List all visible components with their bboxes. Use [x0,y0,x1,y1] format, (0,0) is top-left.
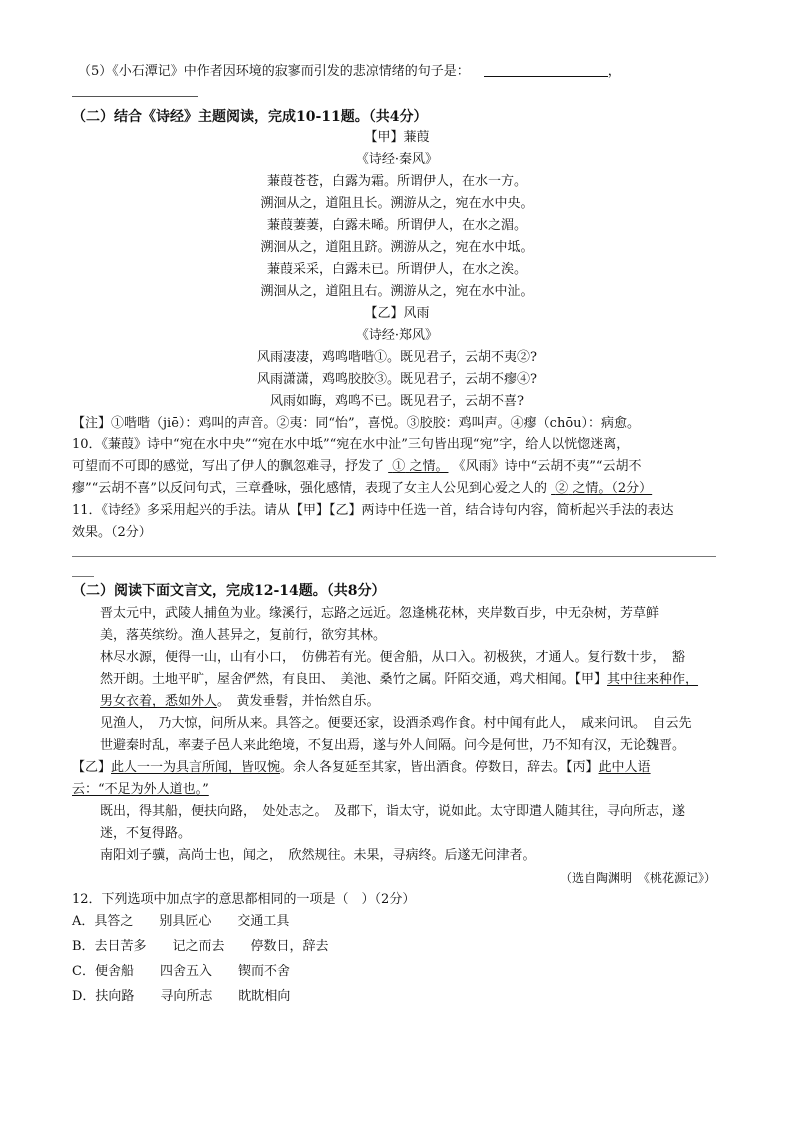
prose-p2-line: 林尽水源，便得一山，山有小口， 仿佛若有光。便舍船，从口入。初极狭，才通人。复行数十步， 豁 [100,650,686,665]
prose-section-heading: （二）阅读下面文言文，完成12-14题。（共8分） [72,583,386,599]
poem-jia-line: 溯洄从之，道阻且跻。溯游从之，宛在水中坻。 [260,240,534,255]
prose-p4-line: 迷，不复得路。 [100,826,192,841]
q10-line-1: 10．《蒹葭》诗中“宛在水中央”“宛在水中坻”“宛在水中沚”三句皆出现“宛”字，给人以恍惚迷离， [72,437,630,452]
prose-underlined-jia: 男女衣着，悉如外人 [100,694,218,709]
q5-line [78,62,621,81]
q10-text: 《风雨》诗中“云胡不夷”“云胡不 [452,459,642,474]
prose-p3-line: 见渔人， 乃大惊，问所从来。具答之。便要还家，设酒杀鸡作食。村中闻有此人， 咸来问讯。 自云先 [100,716,692,731]
q12-option-d[interactable]: D．扶向路 寻向所志 眈眈相向 [72,989,291,1004]
q5-answer-blank[interactable] [484,62,608,77]
poem-jia-line: 溯洄从之，道阻且长。溯游从之，宛在水中央。 [260,196,534,211]
poem-yi-line: 风雨凄凄，鸡鸣喈喈①。既见君子，云胡不夷②? [257,350,537,365]
q10-blank-2-tail: 之情。（2分） [572,481,653,496]
prose-p2-line [100,693,380,711]
prose-p3-line [72,781,209,799]
prose-p3-line: 世避秦时乱，率妻子邑人来此绝境，不复出焉，遂与外人间隔。问今是何世，乃不知有汉，无论魏晋。 [100,738,686,753]
q11-line-1: 11．《诗经》多采用起兴的手法。请从【甲】【乙】两诗中任选一首，结合诗句内容，简析起兴手法的表达 [72,503,674,518]
q10-blank-2[interactable] [551,481,652,496]
prose-p4-line: 既出，得其船，便扶向路， 处处志之。 及郡下，诣太守，说如此。太守即遣人随其往，寻向所志，遂 [100,804,686,819]
q5-suffix: ， [607,64,621,79]
poem-jia-line: 蒹葭苍苍，白露为霜。所谓伊人，在水一方。 [266,174,527,189]
q11-answer-line-end[interactable] [72,576,94,577]
poem-yi-source: 《诗经·郑风》 [355,328,439,343]
poem-jia-source: 《诗经·秦风》 [355,152,439,167]
poem-jia-line: 溯洄从之，道阻且右。溯游从之，宛在水中沚。 [260,284,534,299]
q10-blank-1-tail: 之情。 [409,459,449,474]
prose-underlined-bing: 云：“不足为外人道也。” [72,782,209,797]
poem-yi-line: 风雨如晦，鸡鸣不已。既见君子，云胡不喜? [270,394,524,409]
q12-option-c[interactable]: C．便舍船 四舍五入 锲而不舍 [72,964,290,979]
prose-text: 。 黄发垂髫，并怡然自乐。 [217,694,380,709]
q11-answer-line[interactable] [72,556,716,557]
prose-underlined-yi: 此人一一为具言所闻，皆叹惋 [111,760,281,775]
q12-stem: 12．下列选项中加点字的意思都相同的一项是（ ）（2分） [72,892,416,907]
poetry-section-heading: （二）结合《诗经》主题阅读，完成10-11题。（共4分） [72,109,428,125]
prose-underlined-bing: 此中人语 [598,760,651,775]
prose-underlined-jia: 其中往来种作， [607,672,699,687]
prose-p2-line [100,671,698,689]
prose-source: （选自陶渊明 《桃花源记》） [559,871,716,885]
prose-p3-line [72,759,651,777]
poem-yi-line: 风雨潇潇，鸡鸣胶胶③。既见君子，云胡不瘳④? [257,372,537,387]
q10-line-2 [72,458,642,476]
q11-line-2: 效果。（2分） [72,525,152,540]
q12-option-b[interactable]: B．去日苦多 记之而去 停数日，辞去 [72,939,329,954]
prose-text: 【乙】 [72,760,112,775]
q10-text: 瘳”“云胡不喜”以反问句式，三章叠咏，强化感情，表现了女主人公见到心爱之人的 [72,481,547,496]
q10-line-3 [72,480,652,498]
poem-yi-title: 【乙】风雨 [364,306,430,321]
prose-p5-line: 南阳刘子骥，高尚士也，闻之， 欣然规往。未果，寻病终。后遂无问津者。 [100,848,536,863]
poetry-note: 【注】①喈喈（jiē）：鸡叫的声音。②夷：同“怡”，喜悦。③胶胶：鸡叫声。④瘳（chōu）：病愈。 [72,416,641,431]
poem-jia-line: 蒹葭采采，白露未已。所谓伊人，在水之涘。 [266,262,527,277]
q5-continuation-line[interactable] [72,96,198,97]
q12-option-a[interactable]: A．具答之 别具匠心 交通工具 [72,914,290,929]
prose-p1-line: 美，落英缤纷。渔人甚异之，复前行，欲穷其林。 [100,628,387,643]
prose-text: 。余人各复延至其家，皆出酒食。停数日，辞去。【丙】 [280,760,599,775]
prose-text: 然开朗。土地平旷，屋舍俨然，有良田、 美池、桑竹之属。阡陌交通，鸡犬相闻。【甲】 [100,672,608,687]
q10-blank-1[interactable] [388,459,448,474]
q10-blank-2-label: ② [555,481,569,496]
prose-p1-line: 晋太元中，武陵人捕鱼为业。缘溪行，忘路之远近。忽逢桃花林，夹岸数百步，中无杂树，芳草鲜 [100,606,660,621]
poem-jia-line: 蒹葭萋萋，白露未晞。所谓伊人，在水之湄。 [266,218,527,233]
q10-text: 可望而不可即的感觉，写出了伊人的飘忽难寻，抒发了 [72,459,385,474]
poem-jia-title: 【甲】蒹葭 [364,130,430,145]
q10-blank-1-label: ① [392,459,406,474]
q5-prefix: （5）《小石潭记》中作者因环境的寂寥而引发的悲凉情绪的句子是： [78,64,470,79]
